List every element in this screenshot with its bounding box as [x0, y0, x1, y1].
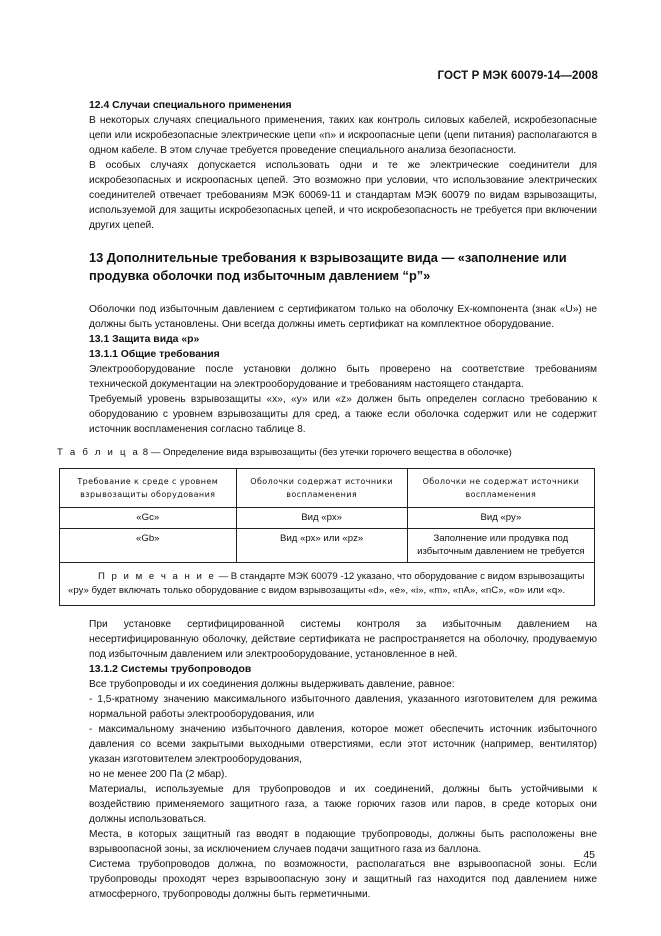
table-8-caption [57, 446, 597, 460]
section-12-4-title: 12.4 Случаи специального применения [89, 100, 292, 111]
section-13-1-2-paragraph-3: - максимальному значению избыточного давления, которое может обеспечить источник избыточного давления со всеми закрытыми выходными отверстиями, если этот источник (например, вентилятор) указан изготовителем электрооборудования, [89, 724, 597, 765]
section-12-4-paragraph-1: В некоторых случаях специального применения, таких как контроль силовых кабелей, искробезопасные цепи или искробезопасные электрические цепи «n» и искроопасные цепи (цепи питания) располагаются в одном кабеле. В этом случае требуется проведение специального анализа безопасности. [89, 115, 597, 156]
section-13-1-2-paragraph-7: Система трубопроводов должна, по возможности, располагаться вне взрывоопасной зоны. Если трубопроводы проходят через взрывоопасную зону и защитный газ находится под давлением ниже атмосферного, трубопроводы должны быть герметичными. [89, 859, 597, 900]
table-note-label: П р и м е ч а н и е [98, 571, 216, 582]
section-13-paragraph-1: Оболочки под избыточным давлением с сертификатом только на оболочку Ex-компонента (знак «U») не должны быть установлены. Они всегда должны иметь сертификат на комплектное оборудование. [89, 304, 597, 330]
table-note [60, 563, 595, 606]
section-13-1-1-paragraph-2: Требуемый уровень взрывозащиты «х», «у» или «z» должен быть определен согласно требованию к оборудованию с уровнем взрывозащиты для сред, а также если оболочка содержит или не содержит источник воспламенения согласно таблице 8. [89, 394, 597, 435]
section-13-1-2-paragraph-6: Места, в которых защитный газ вводят в подающие трубопроводы, должны быть расположены вне взрывоопасной зоны, за исключением случаев подачи защитного газа из баллона. [89, 829, 597, 855]
table-header-row [60, 469, 595, 508]
page-number: 45 [583, 849, 595, 861]
table-cell: «Gb» [60, 529, 237, 563]
standard-number: ГОСТ Р МЭК 60079-14—2008 [437, 70, 598, 82]
page-content [57, 98, 597, 902]
table-cell: Заполнение или продувка под избыточным давлением не требуется [407, 529, 594, 563]
table-cell: «Gc» [60, 508, 237, 529]
section-13-1-2-paragraph-5: Материалы, используемые для трубопроводов и их соединений, должны быть устойчивыми к воздействию применяемого защитного газа, а также горючих газов или паров, в среде которых они должны использоваться. [89, 784, 597, 825]
table-row [60, 529, 595, 563]
section-13-1-2-title: 13.1.2 Системы трубопроводов [89, 664, 252, 675]
section-13-1-1-title: 13.1.1 Общие требования [89, 349, 220, 360]
table-header-cell: Оболочки не содержат источники воспламенения [407, 469, 594, 508]
table-8 [59, 468, 595, 606]
table-note-row [60, 563, 595, 606]
section-13-1-1-paragraph-1: Электрооборудование после установки должно быть проверено на соответствие требованиям технической документации на электрооборудование и требованиям настоящего стандарта. [89, 364, 597, 390]
table-note-text: — В стандарте МЭК 60079 -12 указано, что оборудование с видом взрывозащиты «ру» будет включать только оборудование с видом взрывозащиты «d», «е», «i», «m», «nA», «nC», «о» или «q». [68, 571, 585, 596]
table-cell: Вид «рх» [236, 508, 407, 529]
table-8-caption-label: Т а б л и ц а [57, 447, 141, 458]
table-8-caption-text: 8 — Определение вида взрывозащиты (без утечки горючего вещества в оболочке) [140, 447, 512, 458]
table-cell: Вид «рх» или «pz» [236, 529, 407, 563]
section-12-4-paragraph-2: В особых случаях допускается использовать одни и те же электрические соединители для искробезопасных и искроопасных цепей. Это возможно при условии, что использование электрических соединителей отвечает требованиям МЭК 60069-11 и стандартам МЭК 60079 по видам взрывозащиты, используемой для защиты искробезопасных цепей, и что искробезопасность не требуется при включении других цепей. [89, 160, 597, 231]
section-13-1-2-paragraph-1: Все трубопроводы и их соединения должны выдерживать давление, равное: [89, 679, 455, 690]
table-cell: Вид «ру» [407, 508, 594, 529]
table-header-cell: Требование к среде с уровнем взрывозащиты оборудования [60, 469, 237, 508]
section-13-1-title: 13.1 Защита вида «р» [89, 334, 200, 345]
section-13-1-2-paragraph-4: но не менее 200 Па (2 мбар). [89, 769, 228, 780]
table-header-cell: Оболочки содержат источники воспламенения [236, 469, 407, 508]
table-row [60, 508, 595, 529]
section-13-1-2-paragraph-2: - 1,5-кратному значению максимального избыточного давления, указанного изготовителем для режима нормальной работы электрооборудования, или [89, 694, 597, 720]
section-13-title: 13 Дополнительные требования к взрывозащите вида — «заполнение или продувка оболочки под избыточным давлением “р”» [89, 250, 567, 283]
after-table-paragraph: При установке сертифицированной системы контроля за избыточным давлением на несертифицированную оболочку, действие сертификата не распространяется на оболочку, продуваемую под избыточным давлением или электрооборудование, установленное в ней. [89, 619, 597, 660]
